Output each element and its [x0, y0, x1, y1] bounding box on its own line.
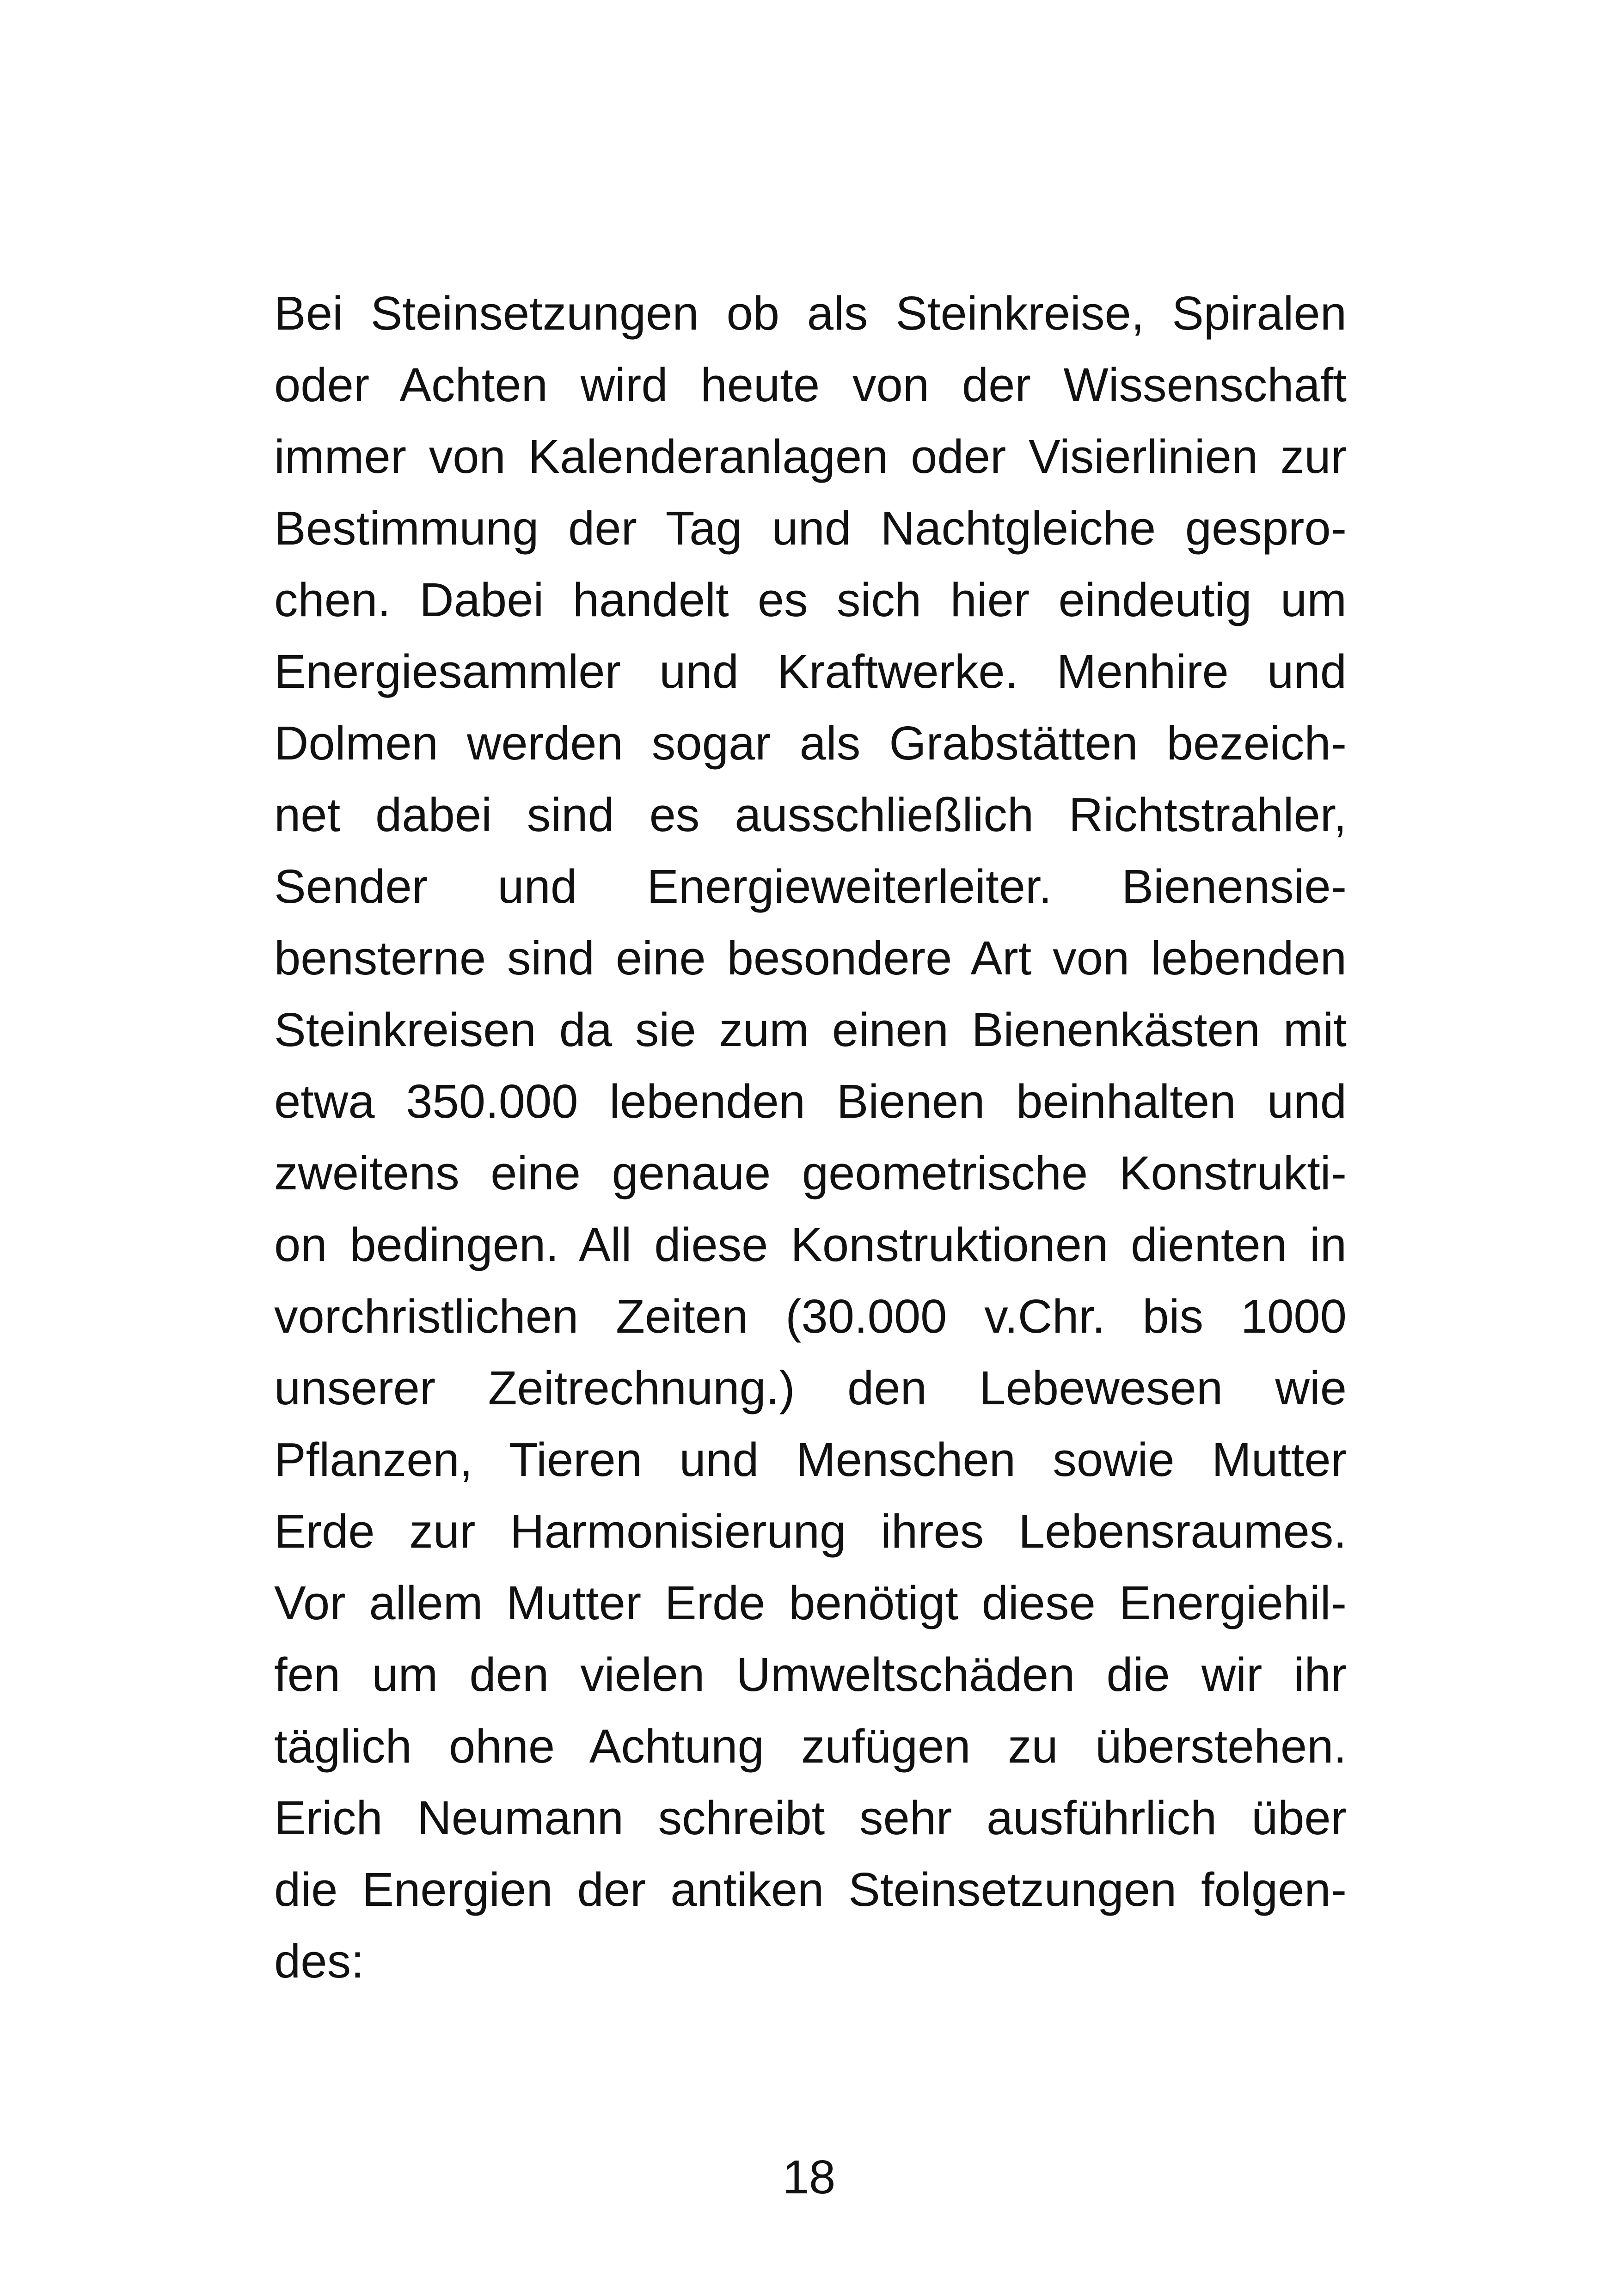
text-line: fen um den vielen Umweltschäden die wir ihr: [274, 1648, 1347, 1701]
text-line: bensterne sind eine besondere Art von lebenden: [274, 931, 1347, 985]
text-line: oder Achten wird heute von der Wissenschaft: [274, 358, 1347, 411]
text-line: etwa 350.000 lebenden Bienen beinhalten und: [274, 1075, 1347, 1128]
text-line: Erich Neumann schreibt sehr ausführlich über: [274, 1791, 1347, 1844]
page-number: 18: [782, 2150, 836, 2204]
text-line: Erde zur Harmonisierung ihres Lebensraumes.: [274, 1505, 1347, 1558]
text-line: Pflanzen, Tieren und Menschen sowie Mutter: [274, 1433, 1347, 1486]
text-line: unserer Zeitrechnung.) den Lebewesen wie: [274, 1361, 1347, 1414]
text-line: täglich ohne Achtung zufügen zu überstehen.: [274, 1720, 1347, 1773]
body-paragraph: [274, 277, 1347, 1997]
text-line: Bestimmung der Tag und Nachtgleiche gespro-: [274, 502, 1347, 555]
text-line: Vor allem Mutter Erde benötigt diese Energiehil-: [274, 1576, 1347, 1629]
text-line: Sender und Energieweiterleiter. Bienensie-: [274, 860, 1347, 913]
text-line: Dolmen werden sogar als Grabstätten bezeich-: [274, 716, 1347, 770]
text-line: Bei Steinsetzungen ob als Steinkreise, Spiralen: [274, 287, 1347, 340]
text-line: Steinkreisen da sie zum einen Bienenkästen mit: [274, 1003, 1347, 1056]
text-line: Energiesammler und Kraftwerke. Menhire und: [274, 645, 1347, 698]
text-line: chen. Dabei handelt es sich hier eindeutig um: [274, 573, 1347, 626]
text-line: on bedingen. All diese Konstruktionen dienten in: [274, 1218, 1347, 1271]
text-line: net dabei sind es ausschließlich Richtstrahler,: [274, 788, 1347, 841]
text-line: zweitens eine genaue geometrische Konstrukti-: [274, 1146, 1347, 1200]
text-line: die Energien der antiken Steinsetzungen folgen-: [274, 1863, 1347, 1916]
text-line: vorchristlichen Zeiten (30.000 v.Chr. bis 1000: [274, 1290, 1347, 1343]
text-line: immer von Kalenderanlagen oder Visierlinien zur: [274, 430, 1347, 483]
text-line: des:: [274, 1935, 364, 1988]
